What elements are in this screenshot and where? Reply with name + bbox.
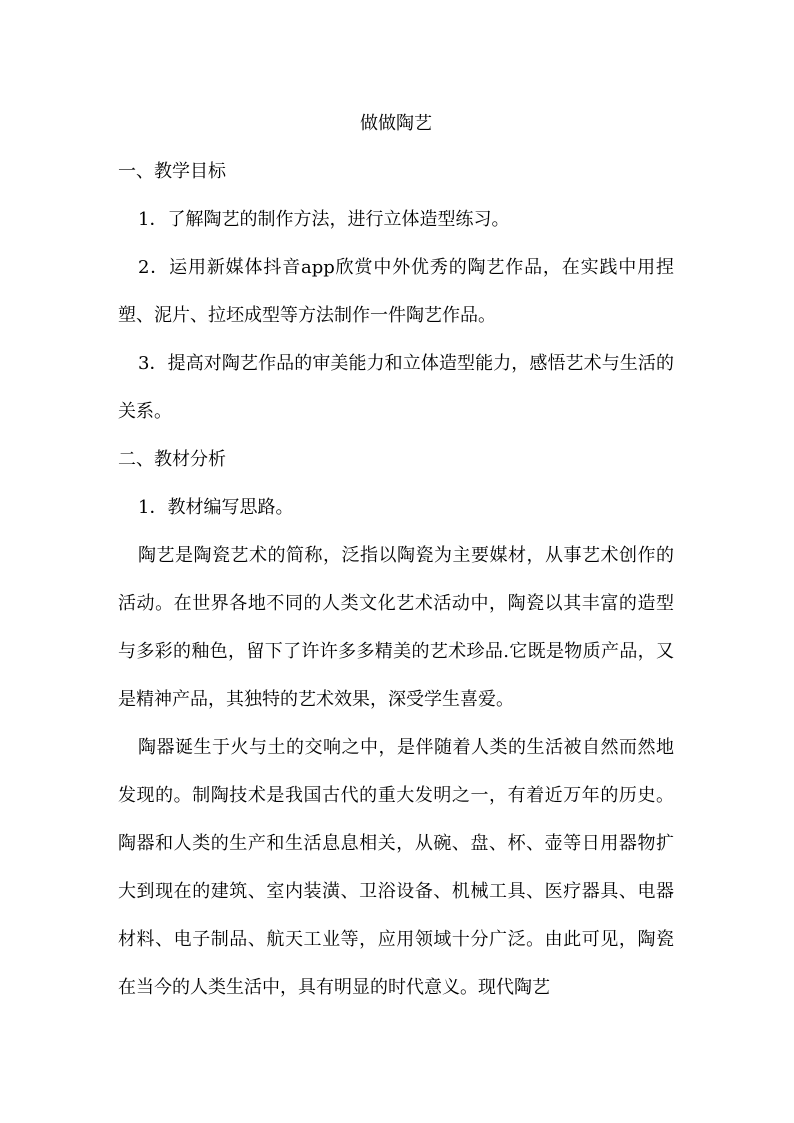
analysis-paragraph-2: 陶器诞生于火与土的交响之中，是伴随着人类的生活被自然而然地发现的。制陶技术是我国古代的重大发明之一，有着近万年的历史。陶器和人类的生产和生活息息相关，从碗、盘、杯、壶等日用器物扩大到现在的建筑、室内装潢、卫浴设备、机械工具、医疗器具、电器材料、电子制品、航天工业等，应用领域十分广泛。由此可见，陶瓷在当今的人类生活中，具有明显的时代意义。现代陶艺 (118, 737, 674, 998)
section-heading-objectives: 一、教学目标 (118, 161, 226, 182)
objective-item-3: 3．提高对陶艺作品的审美能力和立体造型能力，感悟艺术与生活的关系。 (118, 353, 674, 422)
objective-item-1: 1．了解陶艺的制作方法，进行立体造型练习。 (138, 209, 510, 230)
analysis-paragraph-1: 陶艺是陶瓷艺术的简称，泛指以陶瓷为主要媒材，从事艺术创作的活动。在世界各地不同的人类文化艺术活动中，陶瓷以其丰富的造型与多彩的釉色，留下了许许多多精美的艺术珍品.它既是物质产品，又是精神产品，其独特的艺术效果，深受学生喜爱。 (118, 545, 674, 710)
document-body (118, 100, 674, 1012)
section-heading-material-analysis: 二、教材分析 (118, 449, 226, 470)
document-title: 做做陶艺 (360, 113, 432, 134)
analysis-subheading-1: 1．教材编写思路。 (138, 497, 294, 518)
objective-item-2: 2．运用新媒体抖音app欣赏中外优秀的陶艺作品，在实践中用捏塑、泥片、拉坯成型等方法制作一件陶艺作品。 (118, 257, 674, 326)
